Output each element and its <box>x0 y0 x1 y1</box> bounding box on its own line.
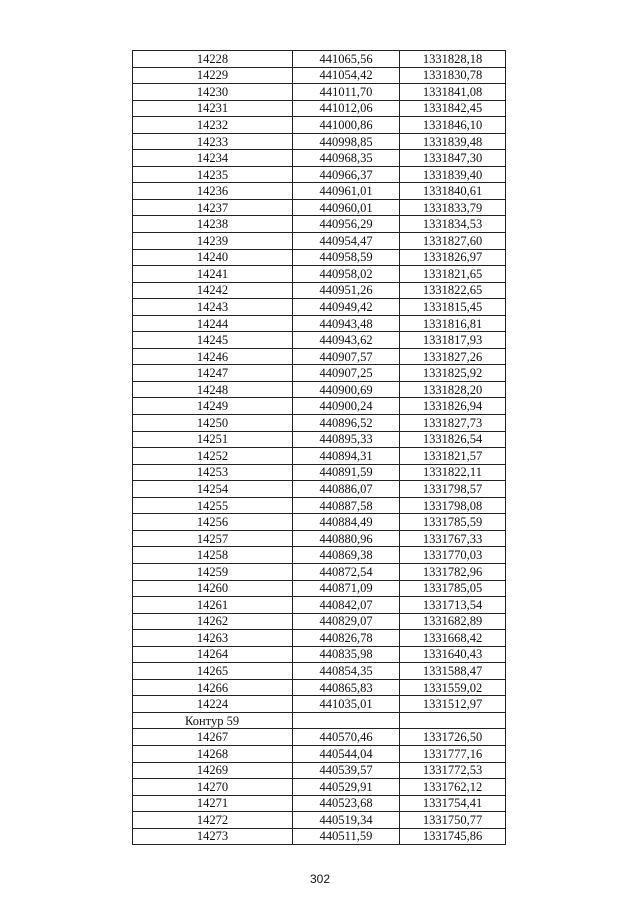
table-row <box>133 696 506 713</box>
table-row <box>133 415 506 432</box>
y-coordinate-cell: 1331770,03 <box>400 547 506 564</box>
point-number-cell: 14232 <box>133 117 293 134</box>
x-coordinate-cell: 441012,06 <box>293 100 400 117</box>
x-coordinate-cell: 441000,86 <box>293 117 400 134</box>
x-coordinate-cell: 440869,38 <box>293 547 400 564</box>
table-row <box>133 266 506 283</box>
table-row <box>133 679 506 696</box>
x-coordinate-cell: 440894,31 <box>293 448 400 465</box>
section-row <box>133 712 506 729</box>
point-number-cell: 14249 <box>133 398 293 415</box>
x-coordinate-cell: 440951,26 <box>293 282 400 299</box>
point-number-cell: 14260 <box>133 580 293 597</box>
y-coordinate-cell: 1331847,30 <box>400 150 506 167</box>
x-coordinate-cell: 440954,47 <box>293 233 400 250</box>
table-row <box>133 398 506 415</box>
table-row <box>133 315 506 332</box>
x-coordinate-cell: 440886,07 <box>293 481 400 498</box>
point-number-cell: 14264 <box>133 646 293 663</box>
point-number-cell: 14246 <box>133 348 293 365</box>
table-row <box>133 67 506 84</box>
point-number-cell: 14244 <box>133 315 293 332</box>
table-row <box>133 166 506 183</box>
x-coordinate-cell: 441011,70 <box>293 84 400 101</box>
table-row <box>133 547 506 564</box>
table-row <box>133 84 506 101</box>
x-coordinate-cell: 440958,59 <box>293 249 400 266</box>
x-coordinate-cell: 441035,01 <box>293 696 400 713</box>
table-row <box>133 812 506 829</box>
point-number-cell: 14263 <box>133 630 293 647</box>
table-row <box>133 365 506 382</box>
y-coordinate-cell: 1331726,50 <box>400 729 506 746</box>
table-row <box>133 282 506 299</box>
table-row <box>133 779 506 796</box>
y-coordinate-cell: 1331754,41 <box>400 795 506 812</box>
table-row <box>133 332 506 349</box>
x-coordinate-cell: 440966,37 <box>293 166 400 183</box>
x-coordinate-cell: 440570,46 <box>293 729 400 746</box>
x-coordinate-cell: 440896,52 <box>293 415 400 432</box>
x-coordinate-cell: 440511,59 <box>293 828 400 845</box>
table-row <box>133 481 506 498</box>
point-number-cell: 14265 <box>133 663 293 680</box>
x-coordinate-cell: 440539,57 <box>293 762 400 779</box>
x-coordinate-cell: 440871,09 <box>293 580 400 597</box>
y-coordinate-cell: 1331841,08 <box>400 84 506 101</box>
x-coordinate-cell: 440872,54 <box>293 563 400 580</box>
table-row <box>133 464 506 481</box>
point-number-cell: 14247 <box>133 365 293 382</box>
y-coordinate-cell: 1331821,57 <box>400 448 506 465</box>
point-number-cell: 14233 <box>133 133 293 150</box>
x-coordinate-cell: 440895,33 <box>293 431 400 448</box>
table-row <box>133 216 506 233</box>
x-coordinate-cell: 440880,96 <box>293 530 400 547</box>
table-row <box>133 431 506 448</box>
table-row <box>133 514 506 531</box>
x-coordinate-cell: 440998,85 <box>293 133 400 150</box>
point-number-cell: 14229 <box>133 67 293 84</box>
point-number-cell: 14242 <box>133 282 293 299</box>
y-coordinate-cell: 1331816,81 <box>400 315 506 332</box>
point-number-cell: 14258 <box>133 547 293 564</box>
table-row <box>133 795 506 812</box>
y-coordinate-cell: 1331785,05 <box>400 580 506 597</box>
x-coordinate-cell: 440884,49 <box>293 514 400 531</box>
table-row <box>133 530 506 547</box>
y-coordinate-cell: 1331817,93 <box>400 332 506 349</box>
point-number-cell: 14256 <box>133 514 293 531</box>
y-coordinate-cell: 1331750,77 <box>400 812 506 829</box>
table-row <box>133 100 506 117</box>
y-coordinate-cell: 1331777,16 <box>400 745 506 762</box>
y-coordinate-cell: 1331588,47 <box>400 663 506 680</box>
y-coordinate-cell: 1331834,53 <box>400 216 506 233</box>
point-number-cell: 14245 <box>133 332 293 349</box>
point-number-cell: 14273 <box>133 828 293 845</box>
point-number-cell: 14271 <box>133 795 293 812</box>
y-coordinate-cell: 1331826,97 <box>400 249 506 266</box>
point-number-cell: 14250 <box>133 415 293 432</box>
x-coordinate-cell: 440943,62 <box>293 332 400 349</box>
x-coordinate-cell: 440829,07 <box>293 613 400 630</box>
coordinates-table <box>132 50 506 845</box>
table-row <box>133 646 506 663</box>
point-number-cell: 14270 <box>133 779 293 796</box>
empty-cell <box>293 712 400 729</box>
x-coordinate-cell: 440842,07 <box>293 597 400 614</box>
x-coordinate-cell: 440854,35 <box>293 663 400 680</box>
point-number-cell: 14231 <box>133 100 293 117</box>
point-number-cell: 14238 <box>133 216 293 233</box>
y-coordinate-cell: 1331828,18 <box>400 51 506 68</box>
empty-cell <box>400 712 506 729</box>
y-coordinate-cell: 1331840,61 <box>400 183 506 200</box>
x-coordinate-cell: 440544,04 <box>293 745 400 762</box>
point-number-cell: 14262 <box>133 613 293 630</box>
point-number-cell: 14255 <box>133 497 293 514</box>
y-coordinate-cell: 1331767,33 <box>400 530 506 547</box>
x-coordinate-cell: 440956,29 <box>293 216 400 233</box>
x-coordinate-cell: 440529,91 <box>293 779 400 796</box>
table-row <box>133 613 506 630</box>
x-coordinate-cell: 440826,78 <box>293 630 400 647</box>
y-coordinate-cell: 1331815,45 <box>400 299 506 316</box>
table-row <box>133 117 506 134</box>
y-coordinate-cell: 1331830,78 <box>400 67 506 84</box>
y-coordinate-cell: 1331839,48 <box>400 133 506 150</box>
x-coordinate-cell: 440961,01 <box>293 183 400 200</box>
x-coordinate-cell: 440943,48 <box>293 315 400 332</box>
x-coordinate-cell: 440958,02 <box>293 266 400 283</box>
y-coordinate-cell: 1331828,20 <box>400 381 506 398</box>
x-coordinate-cell: 440960,01 <box>293 199 400 216</box>
x-coordinate-cell: 440949,42 <box>293 299 400 316</box>
point-number-cell: 14239 <box>133 233 293 250</box>
table-row <box>133 580 506 597</box>
table-row <box>133 630 506 647</box>
y-coordinate-cell: 1331822,11 <box>400 464 506 481</box>
table-row <box>133 828 506 845</box>
y-coordinate-cell: 1331842,45 <box>400 100 506 117</box>
y-coordinate-cell: 1331846,10 <box>400 117 506 134</box>
y-coordinate-cell: 1331762,12 <box>400 779 506 796</box>
point-number-cell: 14236 <box>133 183 293 200</box>
x-coordinate-cell: 440900,24 <box>293 398 400 415</box>
point-number-cell: 14228 <box>133 51 293 68</box>
y-coordinate-cell: 1331782,96 <box>400 563 506 580</box>
y-coordinate-cell: 1331785,59 <box>400 514 506 531</box>
point-number-cell: 14251 <box>133 431 293 448</box>
table-body <box>133 51 506 845</box>
x-coordinate-cell: 440519,34 <box>293 812 400 829</box>
point-number-cell: 14237 <box>133 199 293 216</box>
point-number-cell: 14252 <box>133 448 293 465</box>
y-coordinate-cell: 1331682,89 <box>400 613 506 630</box>
point-number-cell: 14257 <box>133 530 293 547</box>
table-row <box>133 745 506 762</box>
table-row <box>133 663 506 680</box>
x-coordinate-cell: 440900,69 <box>293 381 400 398</box>
y-coordinate-cell: 1331821,65 <box>400 266 506 283</box>
table-row <box>133 729 506 746</box>
x-coordinate-cell: 440968,35 <box>293 150 400 167</box>
y-coordinate-cell: 1331833,79 <box>400 199 506 216</box>
table-row <box>133 448 506 465</box>
table-row <box>133 762 506 779</box>
y-coordinate-cell: 1331798,08 <box>400 497 506 514</box>
x-coordinate-cell: 440865,83 <box>293 679 400 696</box>
point-number-cell: 14266 <box>133 679 293 696</box>
point-number-cell: 14230 <box>133 84 293 101</box>
y-coordinate-cell: 1331827,60 <box>400 233 506 250</box>
y-coordinate-cell: 1331827,26 <box>400 348 506 365</box>
x-coordinate-cell: 440523,68 <box>293 795 400 812</box>
table-row <box>133 597 506 614</box>
point-number-cell: 14272 <box>133 812 293 829</box>
point-number-cell: 14241 <box>133 266 293 283</box>
point-number-cell: 14240 <box>133 249 293 266</box>
y-coordinate-cell: 1331798,57 <box>400 481 506 498</box>
point-number-cell: 14254 <box>133 481 293 498</box>
x-coordinate-cell: 440835,98 <box>293 646 400 663</box>
table-row <box>133 150 506 167</box>
table-row <box>133 133 506 150</box>
point-number-cell: 14268 <box>133 745 293 762</box>
y-coordinate-cell: 1331826,94 <box>400 398 506 415</box>
x-coordinate-cell: 440907,25 <box>293 365 400 382</box>
x-coordinate-cell: 441065,56 <box>293 51 400 68</box>
x-coordinate-cell: 441054,42 <box>293 67 400 84</box>
y-coordinate-cell: 1331713,54 <box>400 597 506 614</box>
table-row <box>133 51 506 68</box>
point-number-cell: 14234 <box>133 150 293 167</box>
y-coordinate-cell: 1331640,43 <box>400 646 506 663</box>
point-number-cell: 14224 <box>133 696 293 713</box>
y-coordinate-cell: 1331512,97 <box>400 696 506 713</box>
table-row <box>133 563 506 580</box>
y-coordinate-cell: 1331745,86 <box>400 828 506 845</box>
table-row <box>133 497 506 514</box>
point-number-cell: 14261 <box>133 597 293 614</box>
y-coordinate-cell: 1331772,53 <box>400 762 506 779</box>
table-row <box>133 183 506 200</box>
y-coordinate-cell: 1331822,65 <box>400 282 506 299</box>
page-number: 302 <box>309 872 331 886</box>
point-number-cell: 14267 <box>133 729 293 746</box>
x-coordinate-cell: 440907,57 <box>293 348 400 365</box>
point-number-cell: 14253 <box>133 464 293 481</box>
y-coordinate-cell: 1331825,92 <box>400 365 506 382</box>
table-row <box>133 299 506 316</box>
y-coordinate-cell: 1331826,54 <box>400 431 506 448</box>
table-row <box>133 348 506 365</box>
y-coordinate-cell: 1331559,02 <box>400 679 506 696</box>
table-row <box>133 233 506 250</box>
y-coordinate-cell: 1331668,42 <box>400 630 506 647</box>
point-number-cell: 14235 <box>133 166 293 183</box>
point-number-cell: 14259 <box>133 563 293 580</box>
point-number-cell: 14243 <box>133 299 293 316</box>
point-number-cell: 14248 <box>133 381 293 398</box>
table-row <box>133 249 506 266</box>
y-coordinate-cell: 1331827,73 <box>400 415 506 432</box>
x-coordinate-cell: 440891,59 <box>293 464 400 481</box>
y-coordinate-cell: 1331839,40 <box>400 166 506 183</box>
point-number-cell: 14269 <box>133 762 293 779</box>
table-row <box>133 381 506 398</box>
section-label: Контур 59 <box>133 712 293 729</box>
table-row <box>133 199 506 216</box>
x-coordinate-cell: 440887,58 <box>293 497 400 514</box>
